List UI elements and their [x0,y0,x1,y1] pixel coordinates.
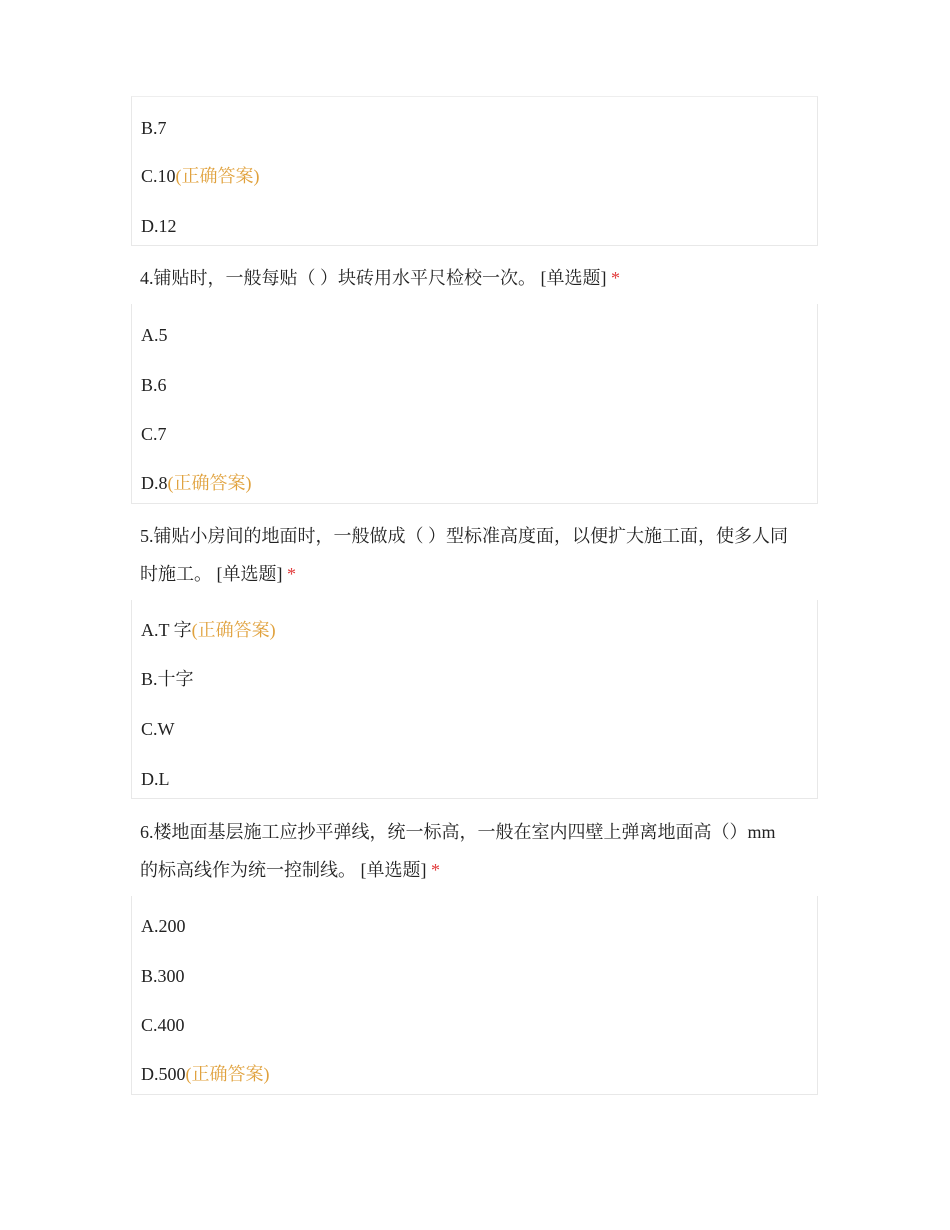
q4-option-a: A.5 [141,325,168,345]
required-mark: * [431,860,440,880]
q5-option-a: A.T 字(正确答案) [141,620,276,640]
q5-options-box [131,600,818,799]
q6-options-box [131,896,818,1095]
q3-option-d: D.12 [141,216,177,236]
q6-option-b: B.300 [141,966,185,986]
required-mark: * [611,268,620,288]
q5-question: 5.铺贴小房间的地面时，一般做成（ ）型标准高度面，以便扩大施工面，使多人同 时施工。 [单选题] * [140,526,788,584]
q5-option-d: D.L [141,769,170,789]
q3-options-box [131,96,818,246]
q6-question: 6.楼地面基层施工应抄平弹线，统一标高，一般在室内四壁上弹离地面高（）mm 的标高线作为统一控制线。 [单选题] * [140,822,776,880]
q4-options-box [131,304,818,504]
q5-option-c: C.W [141,719,175,739]
q6-option-c: C.400 [141,1015,185,1035]
correct-answer-tag: (正确答案) [191,620,276,640]
correct-answer-tag: (正确答案) [185,1064,270,1084]
q4-question: 4.铺贴时，一般每贴（ ）块砖用水平尺检校一次。 [单选题] * [140,268,620,288]
q6-option-a: A.200 [141,916,186,936]
q3-option-c: C.10(正确答案) [141,166,260,186]
correct-answer-tag: (正确答案) [167,473,252,493]
q6-option-d: D.500(正确答案) [141,1064,270,1084]
q5-option-b: B.十字 [141,669,194,689]
q3-option-b: B.7 [141,118,167,138]
required-mark: * [287,564,296,584]
q4-option-d: D.8(正确答案) [141,473,252,493]
q4-option-b: B.6 [141,375,167,395]
correct-answer-tag: (正确答案) [175,166,260,186]
q4-option-c: C.7 [141,424,167,444]
